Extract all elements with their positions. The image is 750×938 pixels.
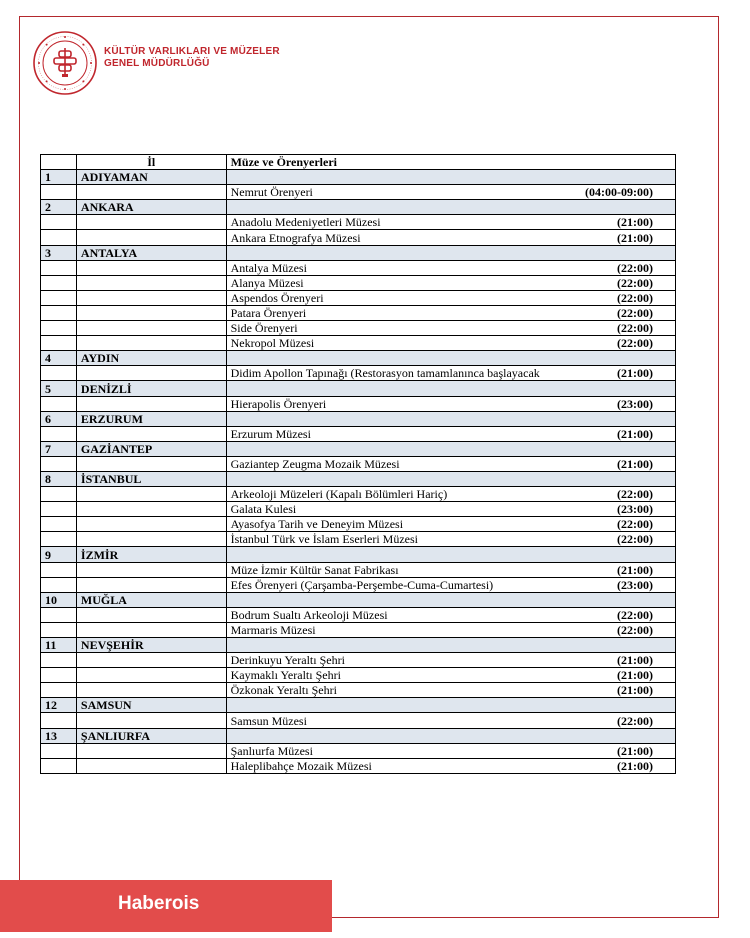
- province-row: [41, 381, 676, 396]
- site-row: [41, 607, 676, 622]
- site-row: [41, 336, 676, 351]
- site-row: [41, 758, 676, 773]
- site-name: Side Örenyeri: [230, 321, 298, 336]
- header-sites-cell: Müze ve Örenyerleri: [226, 155, 675, 170]
- site-empty-number: [41, 502, 77, 517]
- site-cell: [226, 532, 675, 547]
- site-name: Patara Örenyeri: [230, 306, 307, 321]
- province-name: ŞANLIURFA: [76, 728, 226, 743]
- site-hours: (21:00): [617, 366, 653, 381]
- site-empty-number: [41, 713, 77, 728]
- province-row: [41, 547, 676, 562]
- site-name: Nemrut Örenyeri: [230, 185, 313, 200]
- site-row: [41, 366, 676, 381]
- site-name: Müze İzmir Kültür Sanat Fabrikası: [230, 562, 399, 577]
- province-row: [41, 351, 676, 366]
- site-cell: [226, 668, 675, 683]
- province-number: 8: [41, 471, 77, 486]
- museum-hours-table-body: [41, 155, 676, 774]
- site-empty-number: [41, 366, 77, 381]
- site-row: [41, 517, 676, 532]
- site-cell: [226, 321, 675, 336]
- site-empty-province: [76, 305, 226, 320]
- site-cell: [226, 260, 675, 275]
- site-empty-number: [41, 562, 77, 577]
- site-empty-number: [41, 336, 77, 351]
- site-row: [41, 396, 676, 411]
- site-empty-number: [41, 487, 77, 502]
- site-empty-province: [76, 668, 226, 683]
- site-cell: [226, 305, 675, 320]
- site-hours: (21:00): [617, 683, 653, 698]
- site-empty-province: [76, 426, 226, 441]
- site-cell: [226, 562, 675, 577]
- site-row: [41, 230, 676, 245]
- site-hours: (22:00): [617, 260, 653, 275]
- site-empty-number: [41, 743, 77, 758]
- site-name: Samsun Müzesi: [230, 713, 307, 728]
- site-hours: (22:00): [617, 275, 653, 290]
- site-name: Anadolu Medeniyetleri Müzesi: [230, 215, 381, 230]
- province-number: 3: [41, 245, 77, 260]
- site-name: Hierapolis Örenyeri: [230, 396, 327, 411]
- site-hours: (22:00): [617, 306, 653, 321]
- site-name: Galata Kulesi: [230, 502, 297, 517]
- province-name: İSTANBUL: [76, 471, 226, 486]
- site-hours: (22:00): [617, 623, 653, 637]
- site-name: Nekropol Müzesi: [230, 336, 315, 351]
- site-empty-number: [41, 305, 77, 320]
- site-empty-province: [76, 562, 226, 577]
- site-empty-number: [41, 230, 77, 245]
- site-name: Aspendos Örenyeri: [230, 290, 324, 305]
- province-empty-cell: [226, 592, 675, 607]
- province-empty-cell: [226, 170, 675, 185]
- site-row: [41, 562, 676, 577]
- province-empty-cell: [226, 381, 675, 396]
- site-empty-province: [76, 366, 226, 381]
- province-number: 10: [41, 592, 77, 607]
- site-row: [41, 456, 676, 471]
- province-empty-cell: [226, 200, 675, 215]
- site-row: [41, 275, 676, 290]
- site-empty-province: [76, 456, 226, 471]
- province-name: DENİZLİ: [76, 381, 226, 396]
- site-hours: (22:00): [617, 532, 653, 547]
- province-number: 7: [41, 441, 77, 456]
- site-cell: [226, 622, 675, 637]
- site-cell: [226, 185, 675, 200]
- site-empty-province: [76, 622, 226, 637]
- header-number-cell: [41, 155, 77, 170]
- province-empty-cell: [226, 441, 675, 456]
- site-hours: (22:00): [617, 517, 653, 532]
- site-empty-province: [76, 743, 226, 758]
- site-empty-province: [76, 577, 226, 592]
- site-name: Gaziantep Zeugma Mozaik Müzesi: [230, 456, 400, 471]
- province-row: [41, 638, 676, 653]
- site-empty-province: [76, 275, 226, 290]
- site-cell: [226, 577, 675, 592]
- site-cell: [226, 683, 675, 698]
- site-hours: (22:00): [617, 321, 653, 336]
- site-name: Özkonak Yeraltı Şehri: [230, 683, 337, 698]
- site-name: Alanya Müzesi: [230, 275, 304, 290]
- site-row: [41, 653, 676, 668]
- organization-name-line2: GENEL MÜDÜRLÜĞÜ: [104, 58, 210, 69]
- site-empty-province: [76, 502, 226, 517]
- site-empty-number: [41, 290, 77, 305]
- site-hours: (04:00-09:00): [585, 185, 653, 200]
- province-row: [41, 728, 676, 743]
- province-number: 12: [41, 698, 77, 713]
- site-hours: (21:00): [617, 426, 653, 441]
- site-empty-province: [76, 758, 226, 773]
- site-empty-number: [41, 532, 77, 547]
- site-row: [41, 532, 676, 547]
- site-hours: (23:00): [617, 396, 653, 411]
- site-row: [41, 215, 676, 230]
- site-empty-number: [41, 607, 77, 622]
- site-cell: [226, 230, 675, 245]
- site-empty-province: [76, 321, 226, 336]
- site-cell: [226, 502, 675, 517]
- site-cell: [226, 275, 675, 290]
- site-empty-number: [41, 396, 77, 411]
- site-row: [41, 622, 676, 637]
- site-empty-province: [76, 713, 226, 728]
- province-row: [41, 411, 676, 426]
- site-row: [41, 305, 676, 320]
- site-empty-number: [41, 426, 77, 441]
- site-hours: (23:00): [617, 502, 653, 517]
- site-name: Ayasofya Tarih ve Deneyim Müzesi: [230, 517, 404, 532]
- organization-name: [104, 46, 280, 70]
- province-row: [41, 698, 676, 713]
- province-empty-cell: [226, 351, 675, 366]
- province-empty-cell: [226, 698, 675, 713]
- province-row: [41, 170, 676, 185]
- province-name: ERZURUM: [76, 411, 226, 426]
- site-empty-province: [76, 487, 226, 502]
- province-name: MUĞLA: [76, 592, 226, 607]
- site-row: [41, 321, 676, 336]
- site-empty-number: [41, 215, 77, 230]
- footer-brand-banner: [0, 880, 332, 932]
- site-cell: [226, 743, 675, 758]
- site-hours: (21:00): [617, 562, 653, 577]
- province-name: İZMİR: [76, 547, 226, 562]
- site-row: [41, 668, 676, 683]
- site-empty-number: [41, 321, 77, 336]
- table-header-row: [41, 155, 676, 170]
- province-number: 9: [41, 547, 77, 562]
- province-number: 4: [41, 351, 77, 366]
- site-cell: [226, 290, 675, 305]
- site-row: [41, 290, 676, 305]
- site-hours: (22:00): [617, 290, 653, 305]
- site-empty-province: [76, 517, 226, 532]
- province-row: [41, 592, 676, 607]
- header-province-cell: İl: [76, 155, 226, 170]
- province-row: [41, 441, 676, 456]
- site-empty-province: [76, 185, 226, 200]
- province-row: [41, 471, 676, 486]
- site-row: [41, 713, 676, 728]
- site-empty-province: [76, 683, 226, 698]
- site-cell: [226, 396, 675, 411]
- site-name: Didim Apollon Tapınağı (Restorasyon tamamlanınca başlayacak: [230, 366, 540, 381]
- site-hours: (23:00): [617, 577, 653, 592]
- site-row: [41, 185, 676, 200]
- province-name: ANKARA: [76, 200, 226, 215]
- site-hours: (22:00): [617, 336, 653, 351]
- site-empty-number: [41, 517, 77, 532]
- province-row: [41, 200, 676, 215]
- province-name: SAMSUN: [76, 698, 226, 713]
- site-cell: [226, 366, 675, 381]
- site-empty-number: [41, 653, 77, 668]
- site-empty-province: [76, 290, 226, 305]
- site-hours: (22:00): [617, 713, 653, 728]
- site-empty-number: [41, 668, 77, 683]
- site-empty-number: [41, 456, 77, 471]
- site-hours: (21:00): [617, 230, 653, 245]
- site-empty-number: [41, 622, 77, 637]
- museum-hours-table: [40, 154, 676, 774]
- site-cell: [226, 713, 675, 728]
- site-hours: (21:00): [617, 743, 653, 758]
- site-empty-number: [41, 577, 77, 592]
- site-empty-number: [41, 758, 77, 773]
- site-hours: (21:00): [617, 668, 653, 683]
- site-cell: [226, 517, 675, 532]
- ministry-seal-logo: [32, 30, 98, 96]
- site-row: [41, 743, 676, 758]
- province-empty-cell: [226, 638, 675, 653]
- site-hours: (22:00): [617, 487, 653, 502]
- site-cell: [226, 426, 675, 441]
- site-row: [41, 502, 676, 517]
- province-name: NEVŞEHİR: [76, 638, 226, 653]
- site-name: Kaymaklı Yeraltı Şehri: [230, 668, 341, 683]
- site-hours: (21:00): [617, 758, 653, 773]
- site-name: Arkeoloji Müzeleri (Kapalı Bölümleri Hariç): [230, 487, 448, 502]
- site-cell: [226, 487, 675, 502]
- site-hours: (22:00): [617, 607, 653, 622]
- site-empty-number: [41, 260, 77, 275]
- site-name: Bodrum Sualtı Arkeoloji Müzesi: [230, 607, 388, 622]
- province-number: 5: [41, 381, 77, 396]
- site-name: Derinkuyu Yeraltı Şehri: [230, 653, 345, 668]
- site-row: [41, 260, 676, 275]
- province-number: 6: [41, 411, 77, 426]
- site-empty-province: [76, 230, 226, 245]
- site-row: [41, 577, 676, 592]
- province-number: 2: [41, 200, 77, 215]
- province-empty-cell: [226, 471, 675, 486]
- site-cell: [226, 653, 675, 668]
- site-row: [41, 426, 676, 441]
- site-name: Erzurum Müzesi: [230, 426, 311, 441]
- site-empty-province: [76, 653, 226, 668]
- province-empty-cell: [226, 245, 675, 260]
- site-empty-number: [41, 185, 77, 200]
- province-name: AYDIN: [76, 351, 226, 366]
- site-name: Şanlıurfa Müzesi: [230, 743, 313, 758]
- site-empty-province: [76, 215, 226, 230]
- site-empty-province: [76, 336, 226, 351]
- site-row: [41, 683, 676, 698]
- site-name: Antalya Müzesi: [230, 260, 307, 275]
- site-cell: [226, 607, 675, 622]
- organization-name-line1: KÜLTÜR VARLIKLARI VE MÜZELER: [104, 46, 280, 57]
- province-name: ADIYAMAN: [76, 170, 226, 185]
- site-name: Ankara Etnografya Müzesi: [230, 230, 361, 245]
- province-number: 1: [41, 170, 77, 185]
- site-name: Marmaris Müzesi: [230, 623, 316, 637]
- province-empty-cell: [226, 728, 675, 743]
- site-empty-province: [76, 532, 226, 547]
- site-empty-province: [76, 396, 226, 411]
- site-cell: [226, 336, 675, 351]
- site-name: Haleplibahçe Mozaik Müzesi: [230, 758, 372, 773]
- site-hours: (21:00): [617, 653, 653, 668]
- footer-brand-label: Haberois: [118, 893, 200, 914]
- province-number: 13: [41, 728, 77, 743]
- site-hours: (21:00): [617, 456, 653, 471]
- province-empty-cell: [226, 411, 675, 426]
- province-number: 11: [41, 638, 77, 653]
- site-row: [41, 487, 676, 502]
- site-name: Efes Örenyeri (Çarşamba-Perşembe-Cuma-Cumartesi): [230, 577, 494, 592]
- site-empty-province: [76, 607, 226, 622]
- site-hours: (21:00): [617, 215, 653, 230]
- site-cell: [226, 456, 675, 471]
- site-empty-number: [41, 683, 77, 698]
- province-name: ANTALYA: [76, 245, 226, 260]
- province-row: [41, 245, 676, 260]
- site-empty-number: [41, 275, 77, 290]
- site-empty-province: [76, 260, 226, 275]
- site-cell: [226, 215, 675, 230]
- site-name: İstanbul Türk ve İslam Eserleri Müzesi: [230, 532, 418, 547]
- site-cell: [226, 758, 675, 773]
- province-empty-cell: [226, 547, 675, 562]
- province-name: GAZİANTEP: [76, 441, 226, 456]
